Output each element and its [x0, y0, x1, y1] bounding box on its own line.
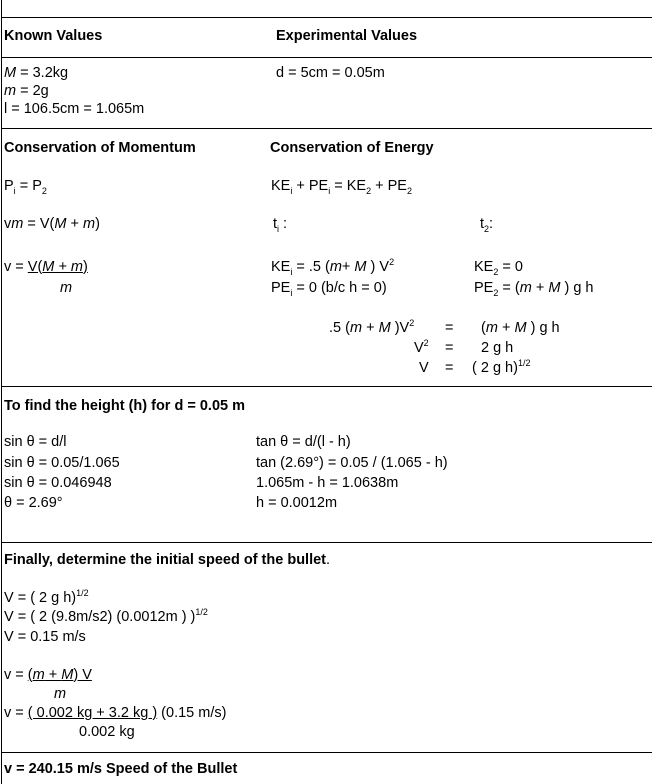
bullet-velocity-denominator: m [54, 686, 67, 702]
derivation-row3-equals: = [445, 360, 454, 376]
experimental-values-heading: Experimental Values [276, 28, 418, 44]
derivation-row2-left: $V^2$ [414, 338, 429, 356]
sine-step-2: sin θ = 0.05/1.065 [4, 455, 120, 471]
known-mass-block: M = 3.2kg [4, 65, 69, 81]
divider-height [1, 386, 652, 387]
divider-result [1, 752, 652, 753]
derivation-row2-right: 2 g h [481, 340, 514, 356]
sine-step-4: θ = 2.69° [4, 495, 63, 511]
divider-final [1, 542, 652, 543]
velocity-fraction-denominator: m [60, 280, 73, 296]
left-border [1, 0, 2, 784]
derivation-row3-left: V [419, 360, 429, 376]
kinetic-energy-final: $KE_2 = 0$ [474, 259, 523, 277]
divider-conservation [1, 128, 652, 129]
height-heading: To find the height (h) for d = 0.05 m [4, 398, 245, 414]
momentum-equation: $P_i = P_2$ [4, 178, 47, 196]
known-mass-bullet: m = 2g [4, 83, 49, 99]
speed-step-3: V = 0.15 m/s [4, 629, 86, 645]
time-initial-label: $t_i$ : [273, 216, 288, 234]
speed-step-2: V = ( 2 (9.8m/s2) (0.0012m ) )$^{1/2}$ [4, 607, 208, 625]
derivation-row1-right: (m + M ) g h [481, 320, 560, 336]
bullet-velocity-calculation: v = ( 0.002 kg + 3.2 kg ) (0.15 m/s) [4, 705, 227, 721]
divider-top [1, 17, 652, 18]
potential-energy-final: $PE_2 = (m + M$ ) g h [474, 280, 594, 298]
potential-energy-initial: $PE_i = 0$ (b/c h = 0) [271, 280, 387, 298]
sine-step-1: sin θ = d/l [4, 434, 67, 450]
final-heading: Finally, determine the initial speed of the bullet. [4, 552, 331, 568]
bullet-velocity-calc-denominator: 0.002 kg [79, 724, 135, 740]
derivation-row1-equals: = [445, 320, 454, 336]
derivation-row1-left: .5 (m + M )$V^2$ [329, 318, 415, 336]
known-length: l = 106.5cm = 1.065m [4, 101, 145, 117]
energy-equation: $KE_i + PE_i = KE_2 + PE_2$ [271, 178, 412, 196]
derivation-row3-right: ( 2 g h)$^{1/2}$ [472, 358, 531, 376]
time-final-label: $t_2$: [480, 216, 494, 234]
tangent-step-4: h = 0.0012m [256, 495, 338, 511]
divider-known [1, 57, 652, 58]
velocity-fraction-numerator: v = V(M + m) [4, 259, 88, 275]
speed-step-1: V = ( 2 g h)$^{1/2}$ [4, 588, 89, 606]
sine-step-3: sin θ = 0.046948 [4, 475, 112, 491]
momentum-vm-equation: vm = V(M + m) [4, 216, 100, 232]
bullet-velocity-numerator: v = (m + M) V [4, 667, 92, 683]
tangent-step-3: 1.065m - h = 1.0638m [256, 475, 399, 491]
energy-heading: Conservation of Energy [270, 140, 434, 156]
known-values-heading: Known Values [4, 28, 103, 44]
tangent-step-1: tan θ = d/(l - h) [256, 434, 351, 450]
momentum-heading: Conservation of Momentum [4, 140, 196, 156]
derivation-row2-equals: = [445, 340, 454, 356]
final-result: v = 240.15 m/s Speed of the Bullet [4, 761, 238, 777]
kinetic-energy-initial: $KE_i = .5$ (m+ M ) $V^2$ [271, 257, 395, 277]
tangent-step-2: tan (2.69°) = 0.05 / (1.065 - h) [256, 455, 448, 471]
experimental-distance: d = 5cm = 0.05m [276, 65, 385, 81]
